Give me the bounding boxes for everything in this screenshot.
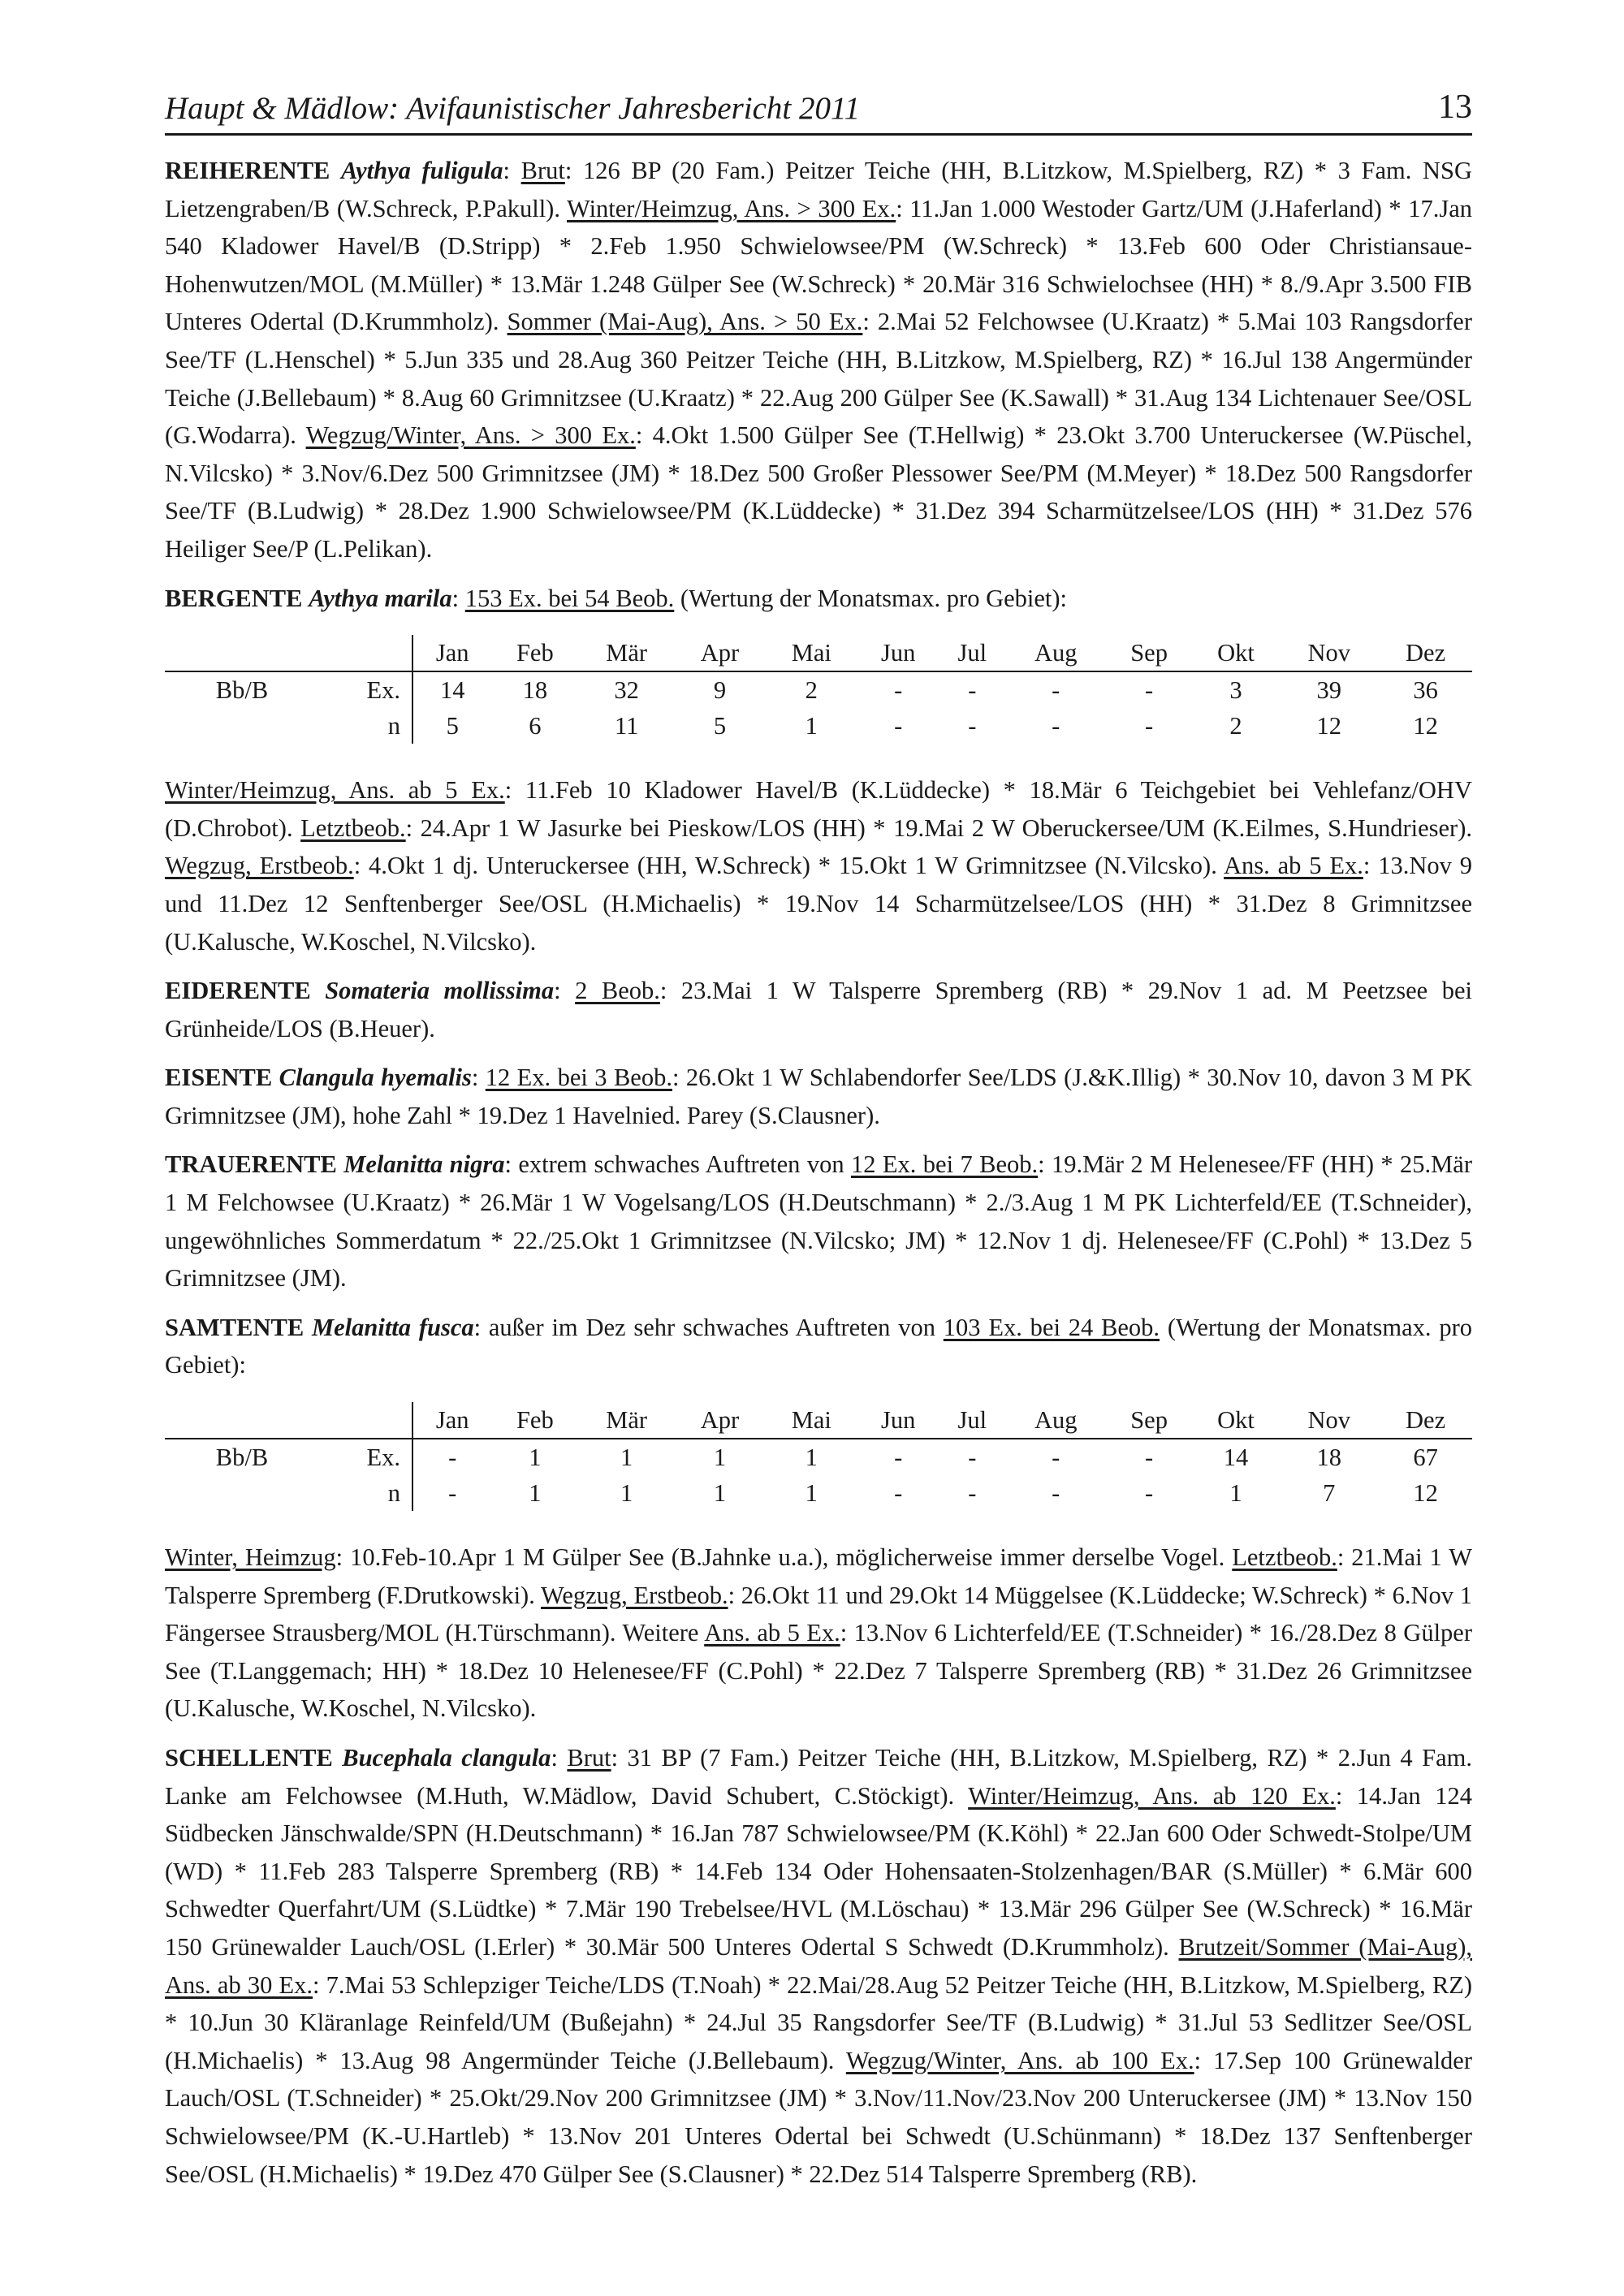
underlined-category: Winter/Heimzug, Ans. ab 5 Ex. bbox=[165, 776, 505, 805]
underlined-category: Brut bbox=[520, 157, 565, 184]
samtente-paragraph bbox=[165, 1309, 1472, 1384]
table-corner-cell bbox=[165, 1402, 319, 1439]
text-run: (Wertung der Monatsmax. pro Gebiet): bbox=[165, 1313, 1472, 1379]
month-value: - bbox=[1052, 676, 1060, 705]
month-header: Aug bbox=[1006, 635, 1106, 671]
month-value: 39 bbox=[1316, 676, 1342, 705]
month-value: 5 bbox=[446, 712, 459, 740]
species-name: REIHERENTE bbox=[165, 157, 342, 184]
monthly-maxima-table bbox=[165, 1402, 1472, 1511]
month-value: - bbox=[968, 712, 977, 740]
text-run: : 24.Apr 1 W Jasurke bei Pieskow/LOS (HH) * 19.Mai 2 W Oberuckersee/UM (K.Eilmes, S.Hundrieser). bbox=[405, 814, 1472, 842]
month-value: 9 bbox=[713, 676, 727, 705]
month-header: Jan bbox=[412, 1402, 491, 1439]
text-run: : bbox=[471, 1064, 486, 1092]
month-value: 1 bbox=[1229, 1479, 1242, 1508]
underlined-category: 103 Ex. bei 24 Beob. bbox=[943, 1313, 1160, 1341]
month-value: 14 bbox=[439, 676, 465, 705]
species-name: SCHELLENTE bbox=[165, 1744, 343, 1772]
month-header: Jun bbox=[858, 635, 939, 671]
region-cell bbox=[165, 708, 319, 744]
scientific-name: Clangula hyemalis bbox=[279, 1064, 472, 1092]
eiderente-paragraph bbox=[165, 972, 1472, 1047]
month-value: - bbox=[968, 1444, 977, 1472]
table-row bbox=[165, 1475, 1472, 1511]
samtente-notes-paragraph bbox=[165, 1539, 1472, 1728]
month-header: Jun bbox=[858, 1402, 939, 1439]
trauerente-paragraph bbox=[165, 1146, 1472, 1297]
text-run: : 14.Jan 124 Südbecken Jänschwalde/SPN (H.Deutschmann) * 16.Jan 787 Schwielowsee/PM (K.Köhl) * 22.Jan 600 Oder Schwedt-Stolpe/UM (WD) * 11.Feb 283 Talsperre Spremberg (RB) * 14.Feb 134 Oder Hohensaaten-Stolzenhagen/BAR (S.Müller) * 6.Mär 600 Schwedter Querfahrt/UM (S.Lüdtke) * 7.Mär 190 Trebelsee/HVL (M.Löschau) * 13.Mär 296 Gülper See (W.Schreck) * 16.Mär 150 Grünewalder Lauch/OSL (I.Erler) * 30.Mär 500 Unteres Odertal S Schwedt (D.Krummholz). bbox=[165, 1781, 1472, 1961]
text-run: : bbox=[451, 584, 465, 612]
underlined-category: Wegzug, Erstbeob. bbox=[541, 1581, 728, 1609]
reiherente-paragraph bbox=[165, 152, 1472, 568]
month-value: - bbox=[1145, 1479, 1154, 1508]
month-value: 12 bbox=[1413, 1479, 1438, 1508]
report-body bbox=[165, 152, 1472, 2193]
text-run: : 2.Mai 52 Felchowsee (U.Kraatz) * 5.Mai 103 Rangsdorfer See/TF (L.Henschel) * 5.Jun 335 und 28.Aug 360 Peitzer Teiche (HH, B.Litzkow, M.Spielberg, RZ) * 16.Jul 138 Angermünder Teiche (J.Bellebaum) * 8.Aug 60 Grimnitzsee (U.Kraatz) * 22.Aug 200 Gülper See (K.Sawall) * 31.Aug 134 Lichtenauer See/OSL (G.Wodarra). bbox=[165, 308, 1472, 450]
month-header: Jul bbox=[939, 1402, 1006, 1439]
underlined-category: Winter/Heimzug, Ans. ab 120 Ex. bbox=[968, 1781, 1336, 1810]
month-header: Okt bbox=[1193, 635, 1280, 671]
scientific-name: Bucephala clangula bbox=[342, 1744, 551, 1772]
underlined-category: Ans. ab 5 Ex. bbox=[704, 1619, 840, 1647]
text-run: : 19.Mär 2 M Helenesee/FF (HH) * 25.Mär 1 M Felchowsee (U.Kraatz) * 26.Mär 1 W Vogelsang/LOS (H.Deutschmann) * 2./3.Aug 1 M PK Lichterfeld/EE (T.Schneider), ungewöhnliches Sommerdatum * 22./25.Okt 1 Grimnitzsee (N.Vilcsko; JM) * 12.Nov 1 dj. Helenesee/FF (C.Pohl) * 13.Dez 5 Grimnitzsee (JM). bbox=[165, 1150, 1472, 1293]
month-header: Mai bbox=[765, 635, 858, 671]
month-header: Mär bbox=[578, 635, 675, 671]
month-value: - bbox=[1052, 1479, 1060, 1508]
underlined-category: Brut bbox=[567, 1744, 611, 1772]
month-header: Nov bbox=[1279, 1402, 1379, 1439]
region-cell: Bb/B bbox=[215, 676, 269, 705]
text-run: : 126 BP (20 Fam.) Peitzer Teiche (HH, B.Litzkow, M.Spielberg, RZ) * 3 Fam. NSG Lietzengraben/B (W.Schreck, P.Pakull). bbox=[165, 157, 1472, 222]
underlined-category: 2 Beob. bbox=[575, 977, 660, 1005]
month-value: - bbox=[1052, 1444, 1060, 1472]
underlined-category: Brutzeit/Sommer (Mai-Aug), Ans. ab 30 Ex. bbox=[165, 1932, 1473, 1999]
species-name: EISENTE bbox=[165, 1064, 279, 1092]
month-value: 2 bbox=[1229, 712, 1242, 740]
month-value: - bbox=[894, 712, 903, 740]
month-value: 7 bbox=[1323, 1479, 1336, 1508]
species-name: EIDERENTE bbox=[165, 977, 326, 1005]
scientific-name: Aythya marila bbox=[309, 584, 452, 612]
underlined-category: Ans. ab 5 Ex. bbox=[1224, 852, 1363, 880]
scientific-name: Aythya fuligula bbox=[341, 157, 503, 184]
month-header: Dez bbox=[1379, 1402, 1472, 1439]
underlined-category: 12 Ex. bei 7 Beob. bbox=[851, 1150, 1039, 1179]
table-row bbox=[165, 671, 1472, 708]
running-header bbox=[165, 81, 1472, 136]
running-title: Haupt & Mädlow: Avifaunistischer Jahresbericht 2011 bbox=[165, 91, 861, 126]
table-corner-cell bbox=[165, 635, 319, 671]
row-label: Ex. bbox=[319, 671, 412, 708]
report-page bbox=[165, 81, 1472, 2204]
month-value: 5 bbox=[713, 712, 727, 740]
text-run: : 4.Okt 1 dj. Unteruckersee (HH, W.Schreck) * 15.Okt 1 W Grimnitzsee (N.Vilcsko). bbox=[353, 852, 1224, 880]
text-run: : 31 BP (7 Fam.) Peitzer Teiche (HH, B.Litzkow, M.Spielberg, RZ) * 2.Jun 4 Fam. Lanke am Felchowsee (M.Huth, W.Mädlow, David Schubert, C.Stöckigt). bbox=[165, 1744, 1472, 1810]
text-run: : 4.Okt 1.500 Gülper See (T.Hellwig) * 23.Okt 3.700 Unteruckersee (W.Püschel, N.Vilcsko) * 3.Nov/6.Dez 500 Grimnitzsee (JM) * 18.Dez 500 Großer Plessower See/PM (M.Meyer) * 18.Dez 500 Rangsdorfer See/TF (B.Ludwig) * 28.Dez 1.900 Schwielowsee/PM (K.Lüddecke) * 31.Dez 394 Scharmützelsee/LOS (HH) * 31.Dez 576 Heiliger See/P (L.Pelikan). bbox=[165, 421, 1472, 563]
row-label: n bbox=[319, 1475, 412, 1511]
text-run: : 26.Okt 1 W Schlabendorfer See/LDS (J.&K.Illig) * 30.Nov 10, davon 3 M PK Grimnitzsee (JM), hohe Zahl * 19.Dez 1 Havelnied. Parey (S.Clausner). bbox=[165, 1064, 1472, 1129]
underlined-category: 12 Ex. bei 3 Beob. bbox=[485, 1064, 672, 1092]
table-row bbox=[165, 1439, 1472, 1475]
month-value: 14 bbox=[1223, 1444, 1249, 1472]
schellente-paragraph bbox=[165, 1739, 1472, 2193]
scientific-name: Melanitta nigra bbox=[343, 1150, 505, 1179]
row-label: n bbox=[319, 708, 412, 744]
text-run: : 23.Mai 1 W Talsperre Spremberg (RB) * 29.Nov 1 ad. M Peetzsee bei Grünheide/LOS (B.Heuer). bbox=[165, 977, 1472, 1042]
month-value: 32 bbox=[614, 676, 639, 705]
month-header: Apr bbox=[675, 1402, 765, 1439]
month-value: - bbox=[894, 676, 903, 705]
text-run: : 11.Jan 1.000 Westoder Gartz/UM (J.Haferland) * 17.Jan 540 Kladower Havel/B (D.Stripp) * 2.Feb 1.950 Schwielowsee/PM (W.Schreck) * 13.Feb 600 Oder Christiansaue-Hohenwutzen/MOL (M.Müller) * 13.Mär 1.248 Gülper See (W.Schreck) * 20.Mär 316 Schwielochsee (HH) * 8./9.Apr 3.500 FIB Unteres Odertal (D.Krummholz). bbox=[165, 194, 1472, 336]
row-label: Ex. bbox=[319, 1439, 412, 1475]
month-header: Jan bbox=[412, 635, 491, 671]
text-run: : bbox=[554, 977, 576, 1005]
month-header: Mai bbox=[765, 1402, 858, 1439]
species-name: BERGENTE bbox=[165, 584, 309, 612]
month-value: 1 bbox=[805, 1444, 818, 1472]
month-header: Apr bbox=[675, 635, 765, 671]
monthly-maxima-table bbox=[165, 635, 1472, 744]
text-run: : bbox=[551, 1744, 568, 1772]
month-value: - bbox=[968, 1479, 977, 1508]
underlined-category: Wegzug, Erstbeob. bbox=[165, 852, 354, 880]
month-value: 2 bbox=[805, 676, 818, 705]
text-run: : außer im Dez sehr schwaches Auftreten von bbox=[473, 1313, 944, 1341]
month-value: - bbox=[894, 1479, 903, 1508]
text-run: : 13.Nov 9 und 11.Dez 12 Senftenberger See/OSL (H.Michaelis) * 19.Nov 14 Scharmützelsee/LOS (HH) * 31.Dez 8 Grimnitzsee (U.Kalusche, W.Koschel, N.Vilcsko). bbox=[165, 852, 1472, 956]
month-value: - bbox=[894, 1444, 903, 1472]
month-header: Sep bbox=[1106, 635, 1193, 671]
text-run: : 13.Nov 6 Lichterfeld/EE (T.Schneider) * 16./28.Dez 8 Gülper See (T.Langgemach; HH) * 18.Dez 10 Helenesee/FF (C.Pohl) * 22.Dez 7 Talsperre Spremberg (RB) * 31.Dez 26 Grimnitzsee (U.Kalusche, W.Koschel, N.Vilcsko). bbox=[165, 1619, 1472, 1723]
table-row bbox=[165, 708, 1472, 744]
region-cell: Bb/B bbox=[215, 1444, 269, 1472]
month-value: - bbox=[1052, 712, 1060, 740]
table-corner-cell bbox=[319, 1402, 412, 1439]
text-run: : extrem schwaches Auftreten von bbox=[504, 1150, 851, 1179]
month-value: 3 bbox=[1229, 676, 1242, 705]
month-value: 18 bbox=[522, 676, 548, 705]
month-value: - bbox=[448, 1444, 457, 1472]
scientific-name: Somateria mollissima bbox=[325, 977, 555, 1005]
text-run: : 17.Sep 100 Grünewalder Lauch/OSL (T.Schneider) * 25.Okt/29.Nov 200 Grimnitzsee (JM) * 3.Nov/11.Nov/23.Nov 200 Unteruckersee (JM) * 13.Nov 150 Schwielowsee/PM (K.-U.Hartleb) * 13.Nov 201 Unteres Odertal bei Schwedt (U.Schünmann) * 18.Dez 137 Senftenberger See/OSL (H.Michaelis) * 19.Dez 470 Gülper See (S.Clausner) * 22.Dez 514 Talsperre Spremberg (RB). bbox=[165, 2046, 1472, 2188]
bergente-paragraph bbox=[165, 580, 1472, 618]
month-value: 1 bbox=[620, 1444, 633, 1472]
species-name: TRAUERENTE bbox=[165, 1150, 344, 1179]
month-value: 12 bbox=[1316, 712, 1342, 740]
underlined-category: Winter/Heimzug, Ans. > 300 Ex. bbox=[567, 194, 896, 222]
month-value: 12 bbox=[1413, 712, 1438, 740]
month-header: Nov bbox=[1279, 635, 1379, 671]
month-value: 67 bbox=[1413, 1444, 1438, 1472]
underlined-category: 153 Ex. bei 54 Beob. bbox=[464, 584, 675, 612]
month-value: - bbox=[1145, 676, 1154, 705]
underlined-category: Letztbeob. bbox=[1232, 1543, 1337, 1572]
text-run: : bbox=[503, 157, 521, 184]
underlined-category: Letztbeob. bbox=[300, 814, 406, 842]
underlined-category: Wegzug/Winter, Ans. ab 100 Ex. bbox=[845, 2046, 1194, 2074]
table-corner-cell bbox=[319, 635, 412, 671]
month-value: - bbox=[1145, 712, 1154, 740]
month-value: 1 bbox=[805, 1479, 818, 1508]
text-run: : 7.Mai 53 Schlepziger Teiche/LDS (T.Noah) * 22.Mai/28.Aug 52 Peitzer Teiche (HH, B.Litzkow, M.Spielberg, RZ) * 10.Jun 30 Kläranlage Reinfeld/UM (Bußejahn) * 24.Jul 35 Rangsdorfer See/TF (B.Ludwig) * 31.Jul 53 Sedlitzer See/OSL (H.Michaelis) * 13.Aug 98 Angermünder Teiche (J.Bellebaum). bbox=[165, 1970, 1472, 2074]
scientific-name: Melanitta fusca bbox=[312, 1313, 474, 1341]
month-value: 11 bbox=[614, 712, 639, 740]
underlined-category: Sommer (Mai-Aug), Ans. > 50 Ex. bbox=[507, 308, 863, 336]
month-value: 1 bbox=[713, 1479, 727, 1508]
month-header: Okt bbox=[1193, 1402, 1280, 1439]
species-name: SAMTENTE bbox=[165, 1313, 312, 1341]
text-run: : 10.Feb-10.Apr 1 M Gülper See (B.Jahnke u.a.), möglicherweise immer derselbe Vogel. bbox=[335, 1543, 1233, 1572]
text-run: : 26.Okt 11 und 29.Okt 14 Müggelsee (K.Lüddecke; W.Schreck) * 6.Nov 1 Fängersee Strausberg/MOL (H.Türschmann). Weitere bbox=[165, 1581, 1473, 1647]
month-header: Mär bbox=[578, 1402, 675, 1439]
text-run: : 21.Mai 1 W Talsperre Spremberg (F.Drutkowski). bbox=[165, 1543, 1473, 1609]
month-header: Sep bbox=[1106, 1402, 1193, 1439]
month-header: Feb bbox=[491, 1402, 578, 1439]
month-value: 1 bbox=[805, 712, 818, 740]
underlined-category: Winter, Heimzug bbox=[165, 1543, 336, 1572]
month-header: Dez bbox=[1379, 635, 1472, 671]
month-value: 6 bbox=[529, 712, 542, 740]
month-value: - bbox=[448, 1479, 457, 1508]
month-value: 1 bbox=[529, 1479, 542, 1508]
underlined-category: Wegzug/Winter, Ans. > 300 Ex. bbox=[305, 421, 636, 450]
month-value: - bbox=[968, 676, 977, 705]
table-header-row bbox=[165, 635, 1472, 671]
eisente-paragraph bbox=[165, 1059, 1472, 1134]
month-header: Feb bbox=[491, 635, 578, 671]
text-run: : 11.Feb 10 Kladower Havel/B (K.Lüddecke) * 18.Mär 6 Teichgebiet bei Vehlefanz/OHV (D.Chrobot). bbox=[165, 776, 1472, 842]
bergente-notes-paragraph bbox=[165, 771, 1472, 960]
region-cell bbox=[165, 1475, 319, 1511]
month-value: 18 bbox=[1316, 1444, 1342, 1472]
month-value: 1 bbox=[713, 1444, 727, 1472]
page-number: 13 bbox=[1438, 88, 1472, 126]
month-header: Aug bbox=[1006, 1402, 1106, 1439]
month-value: - bbox=[1145, 1444, 1154, 1472]
month-value: 36 bbox=[1413, 676, 1438, 705]
table-header-row bbox=[165, 1402, 1472, 1439]
month-value: 1 bbox=[529, 1444, 542, 1472]
month-header: Jul bbox=[939, 635, 1006, 671]
text-run: (Wertung der Monatsmax. pro Gebiet): bbox=[674, 584, 1067, 612]
month-value: 1 bbox=[620, 1479, 633, 1508]
